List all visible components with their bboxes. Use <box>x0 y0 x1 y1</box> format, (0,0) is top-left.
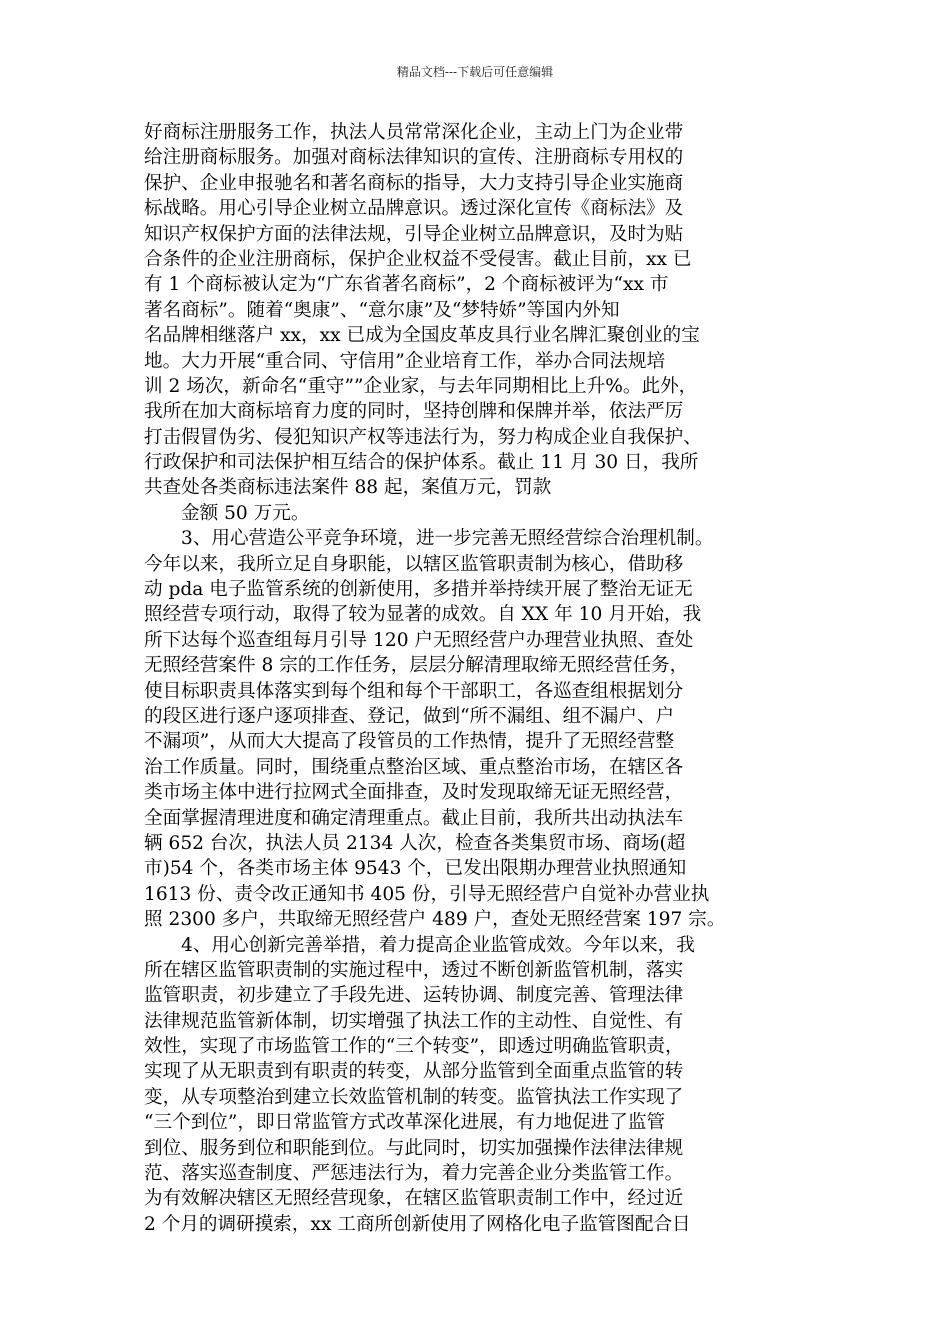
text-line: 法律规范监管新体制，切实增强了执法工作的主动性、自觉性、有 <box>144 1010 684 1032</box>
text-line: 使目标职责具体落实到每个组和每个干部职工，各巡查组根据划分 <box>144 680 684 702</box>
text-line: 今年以来，我所立足自身职能，以辖区监管职责制为核心，借助移 <box>144 553 684 575</box>
text-line: 辆 652 台次，执法人员 2134 人次，检查各类集贸市场、商场(超 <box>144 832 686 854</box>
text-line: 无照经营案件 8 宗的工作任务，层层分解清理取缔无照经营任务， <box>144 655 689 677</box>
text-line: 行政保护和司法保护相互结合的保护体系。截止 11 月 30 日，我所 <box>144 452 699 474</box>
text-line: 类市场主体中进行拉网式全面排查，及时发现取缔无证无照经营， <box>144 782 684 804</box>
page-header: 精品文档---下载后可任意编辑 <box>396 65 554 79</box>
text-line: 到位、服务到位和职能到位。与此同时，切实加强操作法律法律规 <box>144 1137 684 1159</box>
text-line: 的段区进行逐户逐项排查、登记，做到“所不漏组、组不漏户、户 <box>144 705 675 727</box>
text-line: 范、落实巡查制度、严惩违法行为，着力完善企业分类监管工作。 <box>144 1163 684 1185</box>
text-line: 知识产权保护方面的法律法规，引导企业树立品牌意识，及时为贴 <box>144 223 684 245</box>
text-line: 监管职责，初步建立了手段先进、运转协调、制度完善、管理法律 <box>144 985 684 1007</box>
text-line: 治工作质量。同时，围绕重点整治区域、重点整治市场，在辖区各 <box>144 756 684 778</box>
text-line: 地。大力开展“重合同、守信用”企业培育工作，举办合同法规培 <box>144 350 666 372</box>
text-line: 1613 份、责令改正通知书 405 份，引导无照经营户自觉补办营业执 <box>144 883 710 905</box>
text-line: 不漏项”，从而大大提高了段管员的工作热情，提升了无照经营整 <box>144 731 675 753</box>
document-body <box>144 120 844 1237</box>
text-line: 市)54 个，各类市场主体 9543 个，已发出限期办理营业执照通知 <box>144 858 687 880</box>
text-line: 2 个月的调研摸索，xx 工商所创新使用了网格化电子监管图配合日 <box>144 1213 691 1235</box>
text-line: 照经营专项行动，取得了较为显著的成效。自 XX 年 10 月开始，我 <box>144 604 702 626</box>
text-line: 名品牌相继落户 xx，xx 已成为全国皮革皮具行业名牌汇聚创业的宝 <box>144 325 700 347</box>
text-line: 全面掌握清理进度和确定清理重点。截止目前，我所共出动执法车 <box>144 807 684 829</box>
text-line: 保护、企业申报驰名和著名商标的指导，大力支持引导企业实施商 <box>144 172 684 194</box>
text-line: 4、用心创新完善举措，着力提高企业监管成效。今年以来，我 <box>181 934 695 956</box>
text-line: 照 2300 多户，共取缔无照经营户 489 户，查处无照经营案 197 宗。 <box>144 909 726 931</box>
text-line: 所在辖区监管职责制的实施过程中，透过不断创新监管机制，落实 <box>144 959 684 981</box>
text-line: “三个到位”，即日常监管方式改革深化进展，有力地促进了监管 <box>144 1112 666 1134</box>
text-line: 我所在加大商标培育力度的同时，坚持创牌和保牌并举，依法严厉 <box>144 401 684 423</box>
text-line: 动 pda 电子监管系统的创新使用，多措并举持续开展了整治无证无 <box>144 579 693 601</box>
text-line: 共查处各类商标违法案件 88 起，案值万元，罚款 <box>144 477 552 499</box>
text-line: 标战略。用心引导企业树立品牌意识。透过深化宣传《商标法》及 <box>144 198 684 220</box>
text-line: 好商标注册服务工作，执法人员常常深化企业，主动上门为企业带 <box>144 122 684 143</box>
text-line: 实现了从无职责到有职责的转变，从部分监管到全面重点监管的转 <box>144 1061 684 1083</box>
text-line: 有 1 个商标被认定为“广东省著名商标”，2 个商标被评为“xx 市 <box>144 274 669 296</box>
text-line: 训 2 场次，新命名“重守””企业家，与去年同期相比上升%。此外， <box>144 375 698 397</box>
text-line: 给注册商标服务。加强对商标法律知识的宣传、注册商标专用权的 <box>144 147 684 169</box>
text-line: 变，从专项整治到建立长效监管机制的转变。监管执法工作实现了 <box>144 1086 684 1108</box>
text-line: 打击假冒伪劣、侵犯知识产权等违法行为，努力构成企业自我保护、 <box>144 426 702 448</box>
text-line: 效性，实现了市场监管工作的“三个转变”，即透过明确监管职责， <box>144 1036 684 1058</box>
text-line: 为有效解决辖区无照经营现象，在辖区监管职责制工作中，经过近 <box>144 1188 684 1210</box>
text-line: 金额 50 万元。 <box>181 502 310 524</box>
text-line: 3、用心营造公平竞争环境，进一步完善无照经营综合治理机制。 <box>181 528 714 550</box>
text-line: 合条件的企业注册商标，保护企业权益不受侵害。截止目前，xx 已 <box>144 248 692 270</box>
text-line: 著名商标”。随着“奥康”、“意尔康”及“梦特娇”等国内外知 <box>144 299 620 321</box>
text-line: 所下达每个巡查组每月引导 120 户无照经营户办理营业执照、查处 <box>144 629 694 651</box>
